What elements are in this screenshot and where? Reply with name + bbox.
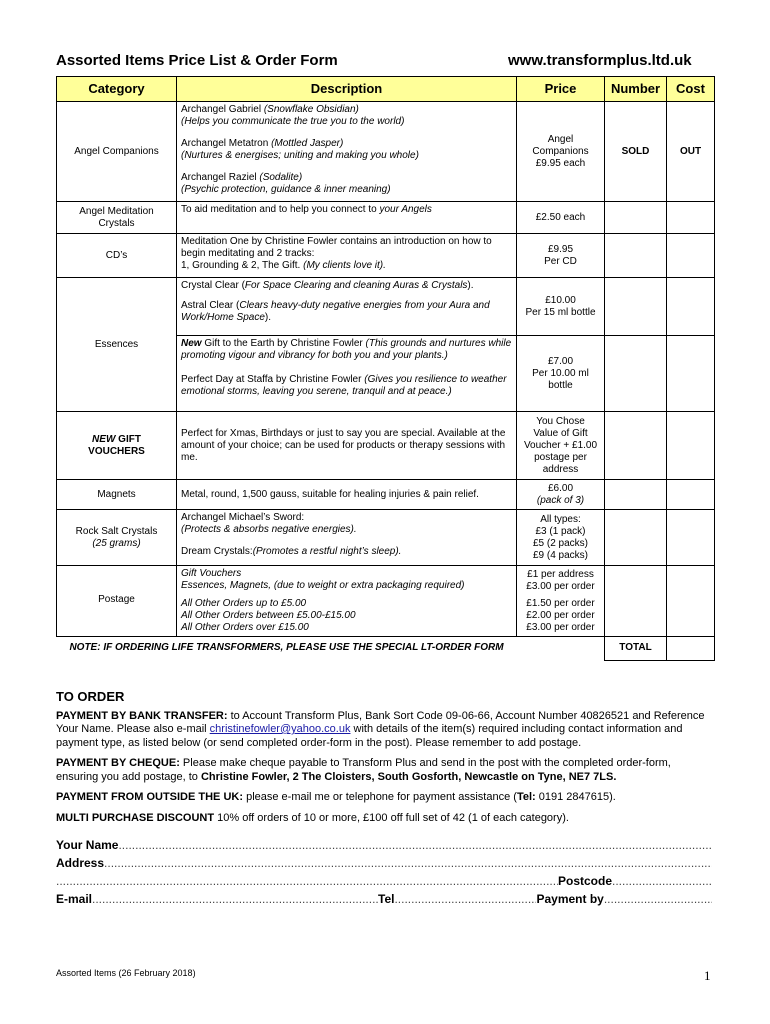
cheque-address: Christine Fowler, 2 The Cloisters, South Gosforth, Newcastle on Tyne, NE7 7LS. <box>200 770 617 783</box>
table-header-row <box>57 77 715 102</box>
category-angel-meditation <box>57 202 177 234</box>
price-text: £6.00 <box>547 482 574 494</box>
tel-dots[interactable] <box>394 890 536 908</box>
item-description <box>177 234 517 278</box>
number-cell <box>605 566 667 637</box>
col-cost: Cost <box>667 77 715 102</box>
item-description <box>177 596 517 637</box>
item-description: Metal, round, 1,500 gauss, suitable for healing injuries & pain relief. <box>177 480 517 510</box>
desc-text: To aid meditation and to help you connect to <box>181 204 380 215</box>
item-description <box>177 170 517 202</box>
contact-line[interactable] <box>56 890 712 908</box>
bank-text: to Account Transform Plus, Bank Sort Code 09-06-66, Account Number 40826521 and Reference Your Name. Please also e-mail <box>56 709 705 735</box>
category-angel-companions: Angel Companions <box>57 102 177 202</box>
category-gift-vouchers <box>57 412 177 480</box>
category-text: Rock Salt Crystals <box>75 525 158 537</box>
order-section <box>56 690 716 832</box>
outside-label: PAYMENT FROM OUTSIDE THE UK: <box>56 791 244 803</box>
desc-text: Astral Clear ( <box>181 299 240 311</box>
email-label: E-mail <box>56 892 93 906</box>
desc-italic: (Protects & absorbs negative energies). <box>181 524 357 535</box>
table-row <box>57 202 715 234</box>
price-text: You Chose <box>536 415 585 427</box>
category-cds: CD’s <box>57 234 177 278</box>
spacer-cell <box>517 636 605 660</box>
price-text: (pack of 3) <box>536 494 585 506</box>
category-text: NEW <box>92 433 116 445</box>
item-description: Perfect for Xmas, Birthdays or just to say you are special. Available at the amount of your choice; can be used for products or therapy sessions with me. <box>177 412 517 480</box>
desc-text: Gift Vouchers <box>181 568 242 579</box>
table-row <box>57 102 715 136</box>
lt-order-note: NOTE: IF ORDERING LIFE TRANSFORMERS, PLEASE USE THE SPECIAL LT-ORDER FORM <box>69 642 504 654</box>
number-cell <box>605 234 667 278</box>
price-text: £9.95 <box>547 243 574 255</box>
number-cell <box>605 412 667 480</box>
category-text: VOUCHERS <box>88 445 145 457</box>
item-description <box>177 202 517 234</box>
desc-italic: your Angels <box>379 204 432 215</box>
desc-text: Essences, Magnets, (due to weight or extra packaging required) <box>181 580 465 591</box>
item-variety: (Snowflake Obsidian) <box>263 104 359 115</box>
table-row <box>57 636 715 660</box>
cost-cell <box>667 480 715 510</box>
desc-text: begin meditating and 2 tracks: <box>181 248 315 259</box>
payment-dots[interactable] <box>604 890 712 908</box>
price-postage <box>517 596 605 637</box>
price-text: £3.00 per order <box>526 621 595 633</box>
total-label: TOTAL <box>605 636 667 660</box>
bank-text: with details of the item(s) required including contact information and payment type, as listed below (or send completed order-form in the post). Please remember to add postage. <box>56 723 683 749</box>
number-cell <box>605 278 667 336</box>
price-postage <box>517 566 605 596</box>
category-text: (25 grams) <box>92 537 141 549</box>
price-text: £2.00 per order <box>526 609 595 621</box>
new-label: New <box>181 338 202 349</box>
price-meditation: £2.50 each <box>517 202 605 234</box>
postcode-dots[interactable] <box>612 872 712 890</box>
price-text: Value of Gift <box>533 427 588 439</box>
desc-italic: (My clients love it). <box>303 260 386 271</box>
table-row <box>57 480 715 510</box>
category-text: GIFT <box>115 433 141 445</box>
price-text: £1.50 per order <box>526 597 595 609</box>
price-cds <box>517 234 605 278</box>
price-text: £9 (4 packs) <box>532 549 589 561</box>
price-essences-15ml <box>517 278 605 336</box>
item-description <box>177 336 517 372</box>
desc-text: Dream Crystals: <box>181 545 253 557</box>
number-cell <box>605 336 667 412</box>
desc-text: Archangel Michael’s Sword: <box>181 512 305 523</box>
desc-text: All Other Orders up to £5.00 <box>181 597 307 609</box>
price-text: Per 10.00 ml <box>532 367 589 379</box>
price-table <box>56 76 715 661</box>
bank-transfer-paragraph <box>56 710 716 751</box>
table-row <box>57 510 715 544</box>
category-text: Crystals <box>98 217 135 229</box>
price-text: £3 (1 pack) <box>535 525 586 537</box>
category-postage: Postage <box>57 566 177 637</box>
desc-text: Perfect Day at Staffa by Christine Fowler <box>181 373 365 385</box>
cost-cell <box>667 412 715 480</box>
multi-purchase-paragraph <box>56 812 716 826</box>
page-number: 1 <box>704 968 711 983</box>
price-text: Voucher + £1.00 <box>523 439 598 451</box>
table-row <box>57 412 715 480</box>
col-number: Number <box>605 77 667 102</box>
total-cost-cell <box>667 636 715 660</box>
category-essences: Essences <box>57 278 177 412</box>
col-price: Price <box>517 77 605 102</box>
item-name: Archangel Gabriel <box>181 104 264 115</box>
outside-text: please e-mail me or telephone for payment assistance ( <box>243 791 517 803</box>
cost-cell <box>667 336 715 412</box>
price-angel-companions <box>517 102 605 202</box>
item-note: (Helps you communicate the true you to the world) <box>181 116 405 127</box>
price-vouchers <box>517 412 605 480</box>
desc-italic: (Gives you resilience to weather emotional storms, leaving you serene, tranquil and at peace.) <box>181 373 507 397</box>
item-variety: (Mottled Jasper) <box>271 137 344 149</box>
email-link[interactable]: christinefowler@yahoo.co.uk <box>209 723 351 735</box>
desc-italic: (Promotes a restful night’s sleep). <box>252 545 402 557</box>
desc-text: All Other Orders between £5.00-£15.00 <box>181 609 356 621</box>
price-text: £3.00 per order <box>526 580 595 592</box>
address-postcode-line[interactable] <box>56 872 712 890</box>
outside-uk-paragraph <box>56 791 716 805</box>
item-description <box>177 510 517 544</box>
desc-text: Crystal Clear ( <box>181 280 245 291</box>
payment-label: Payment by <box>536 892 604 906</box>
price-text: Per CD <box>544 255 577 267</box>
cheque-paragraph <box>56 757 716 784</box>
name-dots[interactable] <box>118 836 712 854</box>
desc-italic: For Space Clearing and cleaning Auras & Crystals <box>244 280 468 291</box>
desc-italic: Clears heavy-duty negative energies from your Aura and Work/Home Space <box>181 299 490 323</box>
item-name: Archangel Raziel <box>181 171 260 183</box>
desc-text: ). <box>264 311 272 323</box>
bank-label: PAYMENT BY BANK TRANSFER: <box>56 709 228 722</box>
cheque-text: Please make cheque payable to Transform Plus and send in the post with the completed order-form, ensuring you add postage, to <box>56 757 671 783</box>
name-field[interactable] <box>56 836 712 854</box>
price-text: £5 (2 packs) <box>532 537 589 549</box>
table-row <box>57 234 715 278</box>
price-magnets <box>517 480 605 510</box>
item-note: (Nurtures & energises; uniting and making you whole) <box>181 149 419 161</box>
price-text: £7.00 <box>547 355 574 367</box>
price-text: bottle <box>548 379 573 391</box>
price-text: £10.00 <box>545 294 576 306</box>
price-rock-salt <box>517 510 605 566</box>
table-row <box>57 566 715 596</box>
desc-text: ). <box>467 280 474 291</box>
price-text: address <box>542 463 579 475</box>
item-description <box>177 566 517 596</box>
page-title: Assorted Items Price List & Order Form <box>56 52 338 69</box>
cost-cell <box>667 234 715 278</box>
footer-date: Assorted Items (26 February 2018) <box>56 968 196 978</box>
item-description <box>177 136 517 170</box>
number-cell <box>605 202 667 234</box>
number-cell <box>605 510 667 566</box>
cost-cell <box>667 278 715 336</box>
price-text: All types: <box>540 513 581 525</box>
multi-label: MULTI PURCHASE DISCOUNT <box>56 811 215 824</box>
address-dots-2[interactable] <box>56 872 558 890</box>
price-text: Per 15 ml bottle <box>525 306 596 318</box>
item-description <box>177 372 517 412</box>
item-variety: (Sodalite) <box>259 171 303 183</box>
cost-cell <box>667 202 715 234</box>
cost-cell <box>667 566 715 637</box>
price-text: Companions <box>532 145 589 157</box>
website-url: www.transformplus.ltd.uk <box>508 52 692 69</box>
item-note: (Psychic protection, guidance & inner meaning) <box>181 183 391 195</box>
email-dots[interactable] <box>92 890 378 908</box>
desc-text: Meditation One by Christine Fowler contains an introduction on how to <box>181 236 492 247</box>
cost-cell <box>667 510 715 566</box>
cheque-label: PAYMENT BY CHEQUE: <box>56 757 180 769</box>
name-label: Your Name <box>56 838 119 852</box>
address-dots[interactable] <box>104 854 712 872</box>
price-text: £1 per address <box>527 568 594 580</box>
table-row <box>57 278 715 298</box>
category-magnets: Magnets <box>57 480 177 510</box>
price-text: postage per <box>534 451 587 463</box>
tel-field-label: Tel <box>378 892 395 906</box>
order-heading: TO ORDER <box>56 689 125 704</box>
address-field[interactable] <box>56 854 712 872</box>
tel-number: 0191 2847615). <box>535 791 616 803</box>
col-description: Description <box>177 77 517 102</box>
item-description <box>177 278 517 298</box>
item-name: Archangel Metatron <box>181 137 272 149</box>
desc-text: All Other Orders over £15.00 <box>181 621 309 633</box>
tel-label: Tel: <box>516 791 536 803</box>
desc-italic: (This grounds and nurtures while promoting vigour and vibrancy for both you and your plants.) <box>181 338 512 361</box>
postcode-label: Postcode <box>557 874 612 888</box>
price-text: £9.95 each <box>535 157 586 169</box>
desc-text: 1, Grounding & 2, The Gift. <box>181 260 304 271</box>
cost-out: OUT <box>667 102 715 202</box>
category-text: Angel Meditation <box>79 205 154 217</box>
multi-text: 10% off orders of 10 or more, £100 off full set of 42 (1 of each category). <box>214 811 569 824</box>
item-description <box>177 298 517 336</box>
number-sold: SOLD <box>605 102 667 202</box>
address-label: Address <box>56 856 105 870</box>
col-category: Category <box>57 77 177 102</box>
category-rock-salt <box>57 510 177 566</box>
price-essences-10ml <box>517 336 605 412</box>
number-cell <box>605 480 667 510</box>
order-form-fields <box>56 836 712 908</box>
desc-text: Gift to the Earth by Christine Fowler <box>201 338 366 349</box>
item-description <box>177 544 517 566</box>
item-description <box>177 102 517 136</box>
price-text: Angel <box>547 133 574 145</box>
